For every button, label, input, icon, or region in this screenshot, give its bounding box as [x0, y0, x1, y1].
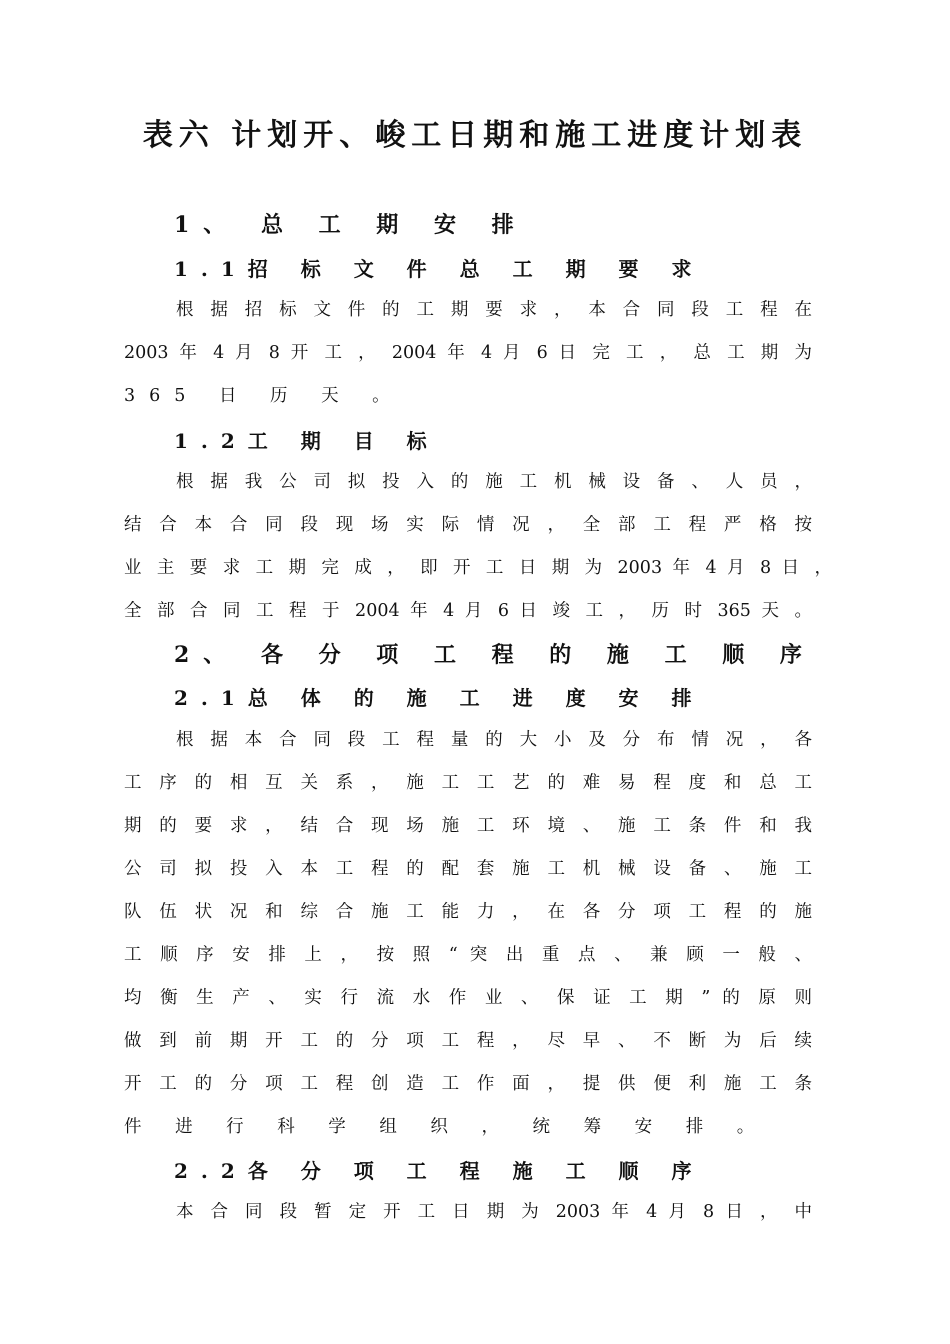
- paragraph-line: 期 的 要 求 ， 结 合 现 场 施 工 环 境 、 施 工 条 件 和 我: [124, 816, 812, 836]
- subsection-heading-2-1: 2.1总 体 的 施 工 进 度 安 排: [174, 686, 705, 710]
- paragraph-line: 工 顺 序 安 排 上 ， 按 照 “ 突 出 重 点 、 兼 顾 一 般 、: [124, 945, 812, 965]
- subsection-heading-1-1: 1.1招 标 文 件 总 工 期 要 求: [174, 257, 705, 281]
- paragraph-line: 2003 年 4 月 8 开 工 ， 2004 年 4 月 6 日 完 工 ， 总 工 期 为: [124, 343, 812, 363]
- paragraph-line: 365 日 历 天 。: [124, 386, 404, 406]
- paragraph-line: 本 合 同 段 暂 定 开 工 日 期 为 2003 年 4 月 8 日 ， 中: [176, 1202, 812, 1222]
- subsection-heading-1-2: 1.2工 期 目 标: [174, 429, 440, 453]
- paragraph-line: 业 主 要 求 工 期 完 成 ， 即 开 工 日 期 为 2003 年 4 月 8 日 ，: [124, 558, 832, 578]
- subsection-heading-2-2: 2.2各 分 项 工 程 施 工 顺 序: [174, 1159, 705, 1183]
- paragraph-line: 工 序 的 相 互 关 系 ， 施 工 工 艺 的 难 易 程 度 和 总 工: [124, 773, 812, 793]
- paragraph-line: 开 工 的 分 项 工 程 创 造 工 作 面 ， 提 供 便 利 施 工 条: [124, 1074, 812, 1094]
- paragraph-line: 根 据 招 标 文 件 的 工 期 要 求 ， 本 合 同 段 工 程 在: [176, 300, 812, 320]
- paragraph-line: 根 据 我 公 司 拟 投 入 的 施 工 机 械 设 备 、 人 员 ，: [176, 472, 812, 492]
- section-heading-1: 1、 总 工 期 安 排: [174, 212, 528, 238]
- page-title: 表六 计划开、峻工日期和施工进度计划表: [142, 118, 808, 153]
- paragraph-line: 全 部 合 同 工 程 于 2004 年 4 月 6 日 竣 工 ， 历 时 365 天 。: [124, 601, 812, 621]
- paragraph-line: 件 进 行 科 学 组 织 ， 统 筹 安 排 。: [124, 1117, 769, 1137]
- paragraph-line: 公 司 拟 投 入 本 工 程 的 配 套 施 工 机 械 设 备 、 施 工: [124, 859, 812, 879]
- paragraph-line: 做 到 前 期 开 工 的 分 项 工 程 ， 尽 早 、 不 断 为 后 续: [124, 1031, 812, 1051]
- paragraph-line: 队 伍 状 况 和 综 合 施 工 能 力 ， 在 各 分 项 工 程 的 施: [124, 902, 812, 922]
- paragraph-line: 根 据 本 合 同 段 工 程 量 的 大 小 及 分 布 情 况 ， 各: [176, 730, 812, 750]
- section-heading-2: 2、 各 分 项 工 程 的 施 工 顺 序: [174, 642, 816, 668]
- paragraph-line: 均 衡 生 产 、 实 行 流 水 作 业 、 保 证 工 期 ” 的 原 则: [124, 988, 812, 1008]
- paragraph-line: 结 合 本 合 同 段 现 场 实 际 情 况 ， 全 部 工 程 严 格 按: [124, 515, 812, 535]
